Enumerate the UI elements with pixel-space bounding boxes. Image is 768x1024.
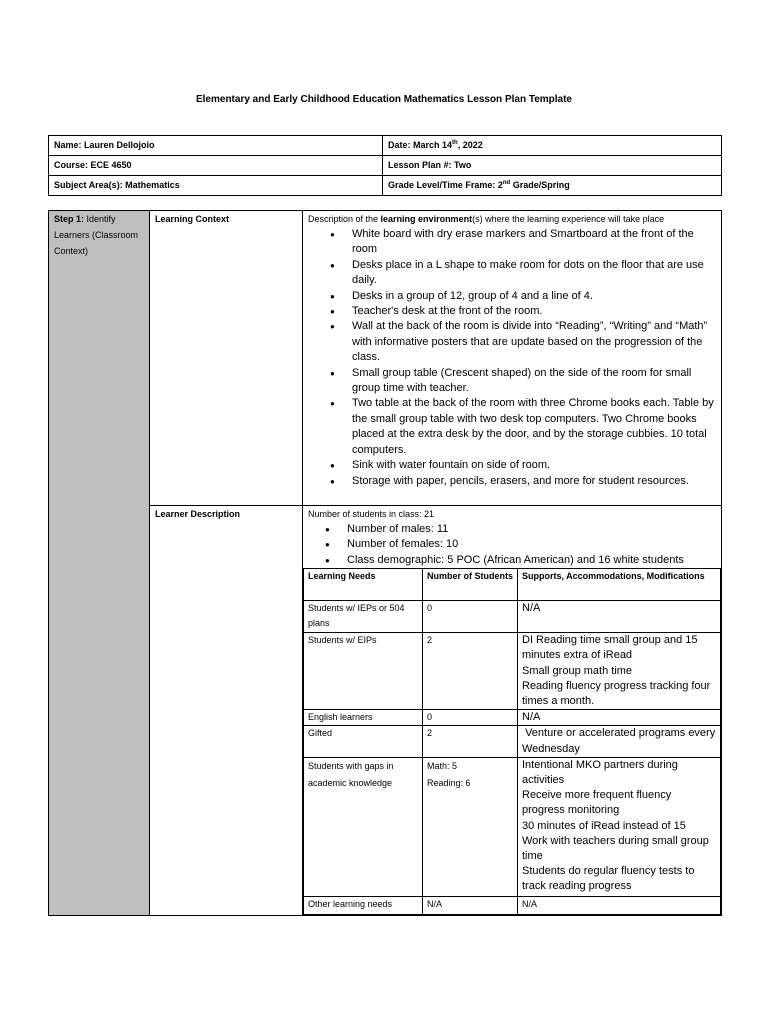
list-item: ● White board with dry erase markers and Smartboard at the front of the room (352, 227, 716, 258)
main-table (48, 210, 722, 916)
list-item: ● Small group table (Crescent shaped) on the side of the room for small group time with teacher. (352, 366, 716, 397)
column-header-number: Number of Students (423, 569, 518, 601)
learner-description-heading: Learner Description (150, 506, 303, 916)
table-row: Gifted 2 Venture or accelerated programs every Wednesday (304, 726, 721, 757)
learning-context-cell (303, 211, 722, 506)
subject-value: Subject Area(s): Mathematics (54, 180, 180, 190)
course-value: Course: ECE 4650 (54, 160, 132, 170)
name-cell (49, 136, 383, 156)
list-item: ● Storage with paper, pencils, erasers, and more for student resources. (352, 474, 716, 489)
grade-value: Grade Level/Time Frame: 2nd Grade/Spring (388, 180, 570, 190)
learner-description-cell (303, 506, 722, 916)
column-header-supports: Supports, Accommodations, Modifications (518, 569, 721, 601)
course-cell (49, 156, 383, 176)
column-header-needs: Learning Needs (304, 569, 423, 601)
lesson-plan-cell (383, 156, 722, 176)
list-item: ● Class demographic: 5 POC (African American) and 16 white students (347, 553, 721, 568)
step1-label-bold: Step 1: (54, 214, 85, 224)
environment-description: Description of the learning environment(s) where the learning experience will take place (308, 214, 665, 224)
table-row: Students w/ IEPs or 504 plans 0 N/A (304, 601, 721, 633)
lesson-plan-value: Lesson Plan #: Two (388, 160, 472, 170)
header-table (48, 135, 722, 196)
learning-needs-table (303, 568, 721, 915)
list-item: ● Desks in a group of 12, group of 4 and a line of 4. (352, 289, 716, 304)
name-value: Name: Lauren Dellojoio (54, 140, 155, 150)
list-item: ● Two table at the back of the room with three Chrome books each. Table by the small group table with two desk top computers. Two Chrome books placed at the extra desk by the door, and by the storage cubbies. 10 total computers. (352, 396, 716, 458)
demographics-list (303, 522, 721, 568)
environment-list (308, 227, 716, 489)
document-title: Elementary and Early Childhood Education Mathematics Lesson Plan Template (195, 94, 572, 105)
list-item: ● Sink with water fountain on side of room. (352, 458, 716, 473)
date-value: Date: March 14th, 2022 (388, 140, 483, 150)
table-row: English learners 0 N/A (304, 710, 721, 726)
list-item: ● Number of males: 11 (347, 522, 721, 537)
student-count: Number of students in class: 21 (308, 509, 435, 519)
list-item: ● Desks place in a L shape to make room for dots on the floor that are use daily. (352, 258, 716, 289)
date-cell (383, 136, 722, 156)
step1-label-rest: Identify Learners (Classroom Context) (54, 214, 139, 256)
list-item: ● Teacher's desk at the front of the room. (352, 304, 716, 319)
grade-cell (383, 176, 722, 196)
subject-cell (49, 176, 383, 196)
list-item: ● Wall at the back of the room is divide into “Reading”, “Writing” and “Math” with informative posters that are update based on the progression of the class. (352, 319, 716, 365)
step1-cell (49, 211, 150, 916)
table-row: Other learning needs N/A N/A (304, 896, 721, 914)
table-row: Students with gaps in academic knowledge Math: 5 Reading: 6 Intentional MKO partners during activities Receive more frequent fluency progress monitoring 30 minutes of iRead instead of 15 Work with teachers during small group time Students do regular fluency tests to track reading progress (304, 757, 721, 896)
table-row: Students w/ EIPs 2 DI Reading time small group and 15 minutes extra of iRead Small group math time Reading fluency progress tracking four times a month. (304, 633, 721, 710)
learning-context-heading: Learning Context (150, 211, 303, 506)
list-item: ● Number of females: 10 (347, 537, 721, 552)
